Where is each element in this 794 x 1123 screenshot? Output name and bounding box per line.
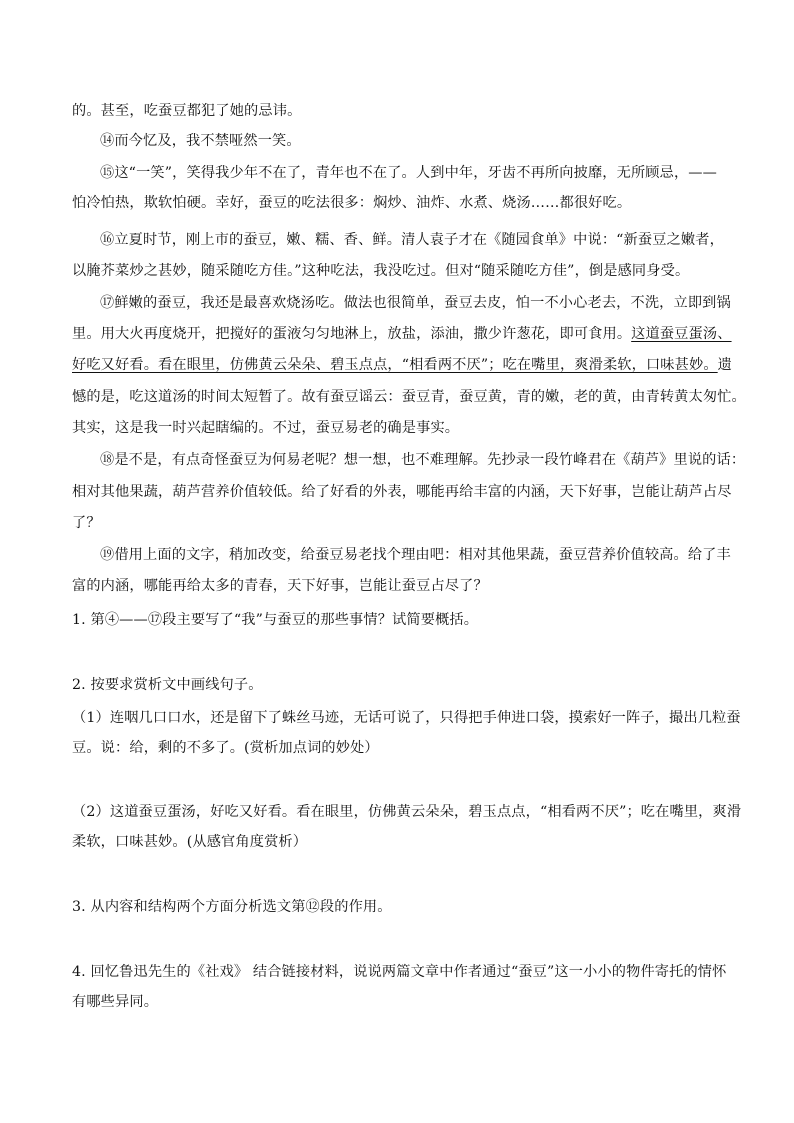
- paragraph-17-line-3: [72, 355, 732, 375]
- question-2-2-line-2: 柔软，口味甚妙。(从感官角度赏析）: [72, 834, 308, 850]
- question-4-line-2: 有哪些异同。: [72, 994, 159, 1010]
- paragraph-17-line-1: ⑰鲜嫩的蚕豆，我还是最喜欢烧汤吃。做法也很简单，蚕豆去皮，怕一不小心老去，不洗，立即到锅: [100, 295, 731, 311]
- paragraph-17-line-3-tail: 遗: [717, 357, 733, 373]
- paragraph-17-line-4: 憾的是，吃这道汤的时间太短暂了。故有蚕豆谣云：蚕豆青，蚕豆黄，青的嫩，老的黄，由青转黄太匆忙。: [72, 389, 746, 405]
- paragraph-13-tail: 的。甚至，吃蚕豆都犯了她的忌讳。: [72, 103, 302, 119]
- question-2: 2. 按要求赏析文中画线句子。: [72, 677, 263, 693]
- paragraph-15-line-1: ⑮这“一笑”，笑得我少年不在了，青年也不在了。人到中年，牙齿不再所向披靡，无所顾忌，——: [100, 165, 717, 181]
- question-2-1-line-1: （1）连咽几口口水，还是留下了蛛丝马迹，无话可说了，只得把手伸进口袋，摸索好一阵子，撮出几粒蚕: [72, 710, 741, 726]
- paragraph-14: ⑭而今忆及，我不禁哑然一笑。: [100, 133, 301, 149]
- question-3: 3. 从内容和结构两个方面分析选文第⑫段的作用。: [72, 899, 392, 915]
- paragraph-17-line-5: 其实，这是我一时兴起瞎编的。不过，蚕豆易老的确是事实。: [72, 420, 460, 436]
- question-2-1-line-2: 豆。说：给，剩的不多了。(赏析加点词的妙处）: [72, 740, 379, 756]
- paragraph-18-line-2: 相对其他果蔬，葫芦营养价值较低。给了好看的外表，哪能再给丰富的内涵，天下好事，岂能让葫芦占尽: [72, 484, 732, 500]
- paragraph-16-line-2: 以腌芥菜炒之甚妙，随采随吃方佳。”这种吃法，我没吃过。但对“随采随吃方佳”，倒是感同身受。: [72, 263, 690, 279]
- paragraph-18-line-3: 了？: [72, 515, 101, 531]
- question-4-line-1: 4. 回忆鲁迅先生的《社戏》 结合链接材料，说说两篇文章中作者通过“蚕豆”这一小小的物件寄托的情怀: [72, 964, 727, 980]
- question-1: 1. 第④——⑰段主要写了“我”与蚕豆的那些事情？试简要概括。: [72, 612, 479, 628]
- paragraph-19-line-2: 富的内涵，哪能再给太多的青春，天下好事，岂能让蚕豆占尽了？: [72, 578, 488, 594]
- paragraph-18-line-1: ⑱是不是，有点奇怪蚕豆为何易老呢？想一想，也不难理解。先抄录一段竹峰君在《葫芦》里说的话：: [100, 452, 746, 468]
- paragraph-17-line-2-text: 里。用大火再度烧开，把搅好的蛋液匀匀地淋上，放盐，添油，撒少许葱花，即可食用。: [72, 326, 632, 342]
- paragraph-19-line-1: ⑲借用上面的文字，稍加改变，给蚕豆易老找个理由吧：相对其他果蔬，蚕豆营养价值较高。给了丰: [100, 547, 731, 563]
- paragraph-15-line-2: 怕冷怕热，欺软怕硬。幸好，蚕豆的吃法很多：焖炒、油炸、水煮、烧汤……都很好吃。: [72, 195, 632, 211]
- question-2-2-line-1: （2）这道蚕豆蛋汤，好吃又好看。看在眼里，仿佛黄云朵朵，碧玉点点，“相看两不厌”；吃在嘴里，爽滑: [72, 804, 742, 820]
- underlined-sentence-start: 这道蚕豆蛋汤、: [631, 326, 732, 342]
- paragraph-17-line-2: [72, 324, 732, 344]
- paragraph-16-line-1: ⑯立夏时节，刚上市的蚕豆，嫩、糯、香、鲜。清人袁子才在《随园食单》中说：“新蚕豆之嫩者，: [100, 232, 724, 248]
- underlined-sentence: 好吃又好看。看在眼里，仿佛黄云朵朵、碧玉点点，“相看两不厌”；吃在嘴里，爽滑柔软，口味甚妙。: [72, 357, 718, 373]
